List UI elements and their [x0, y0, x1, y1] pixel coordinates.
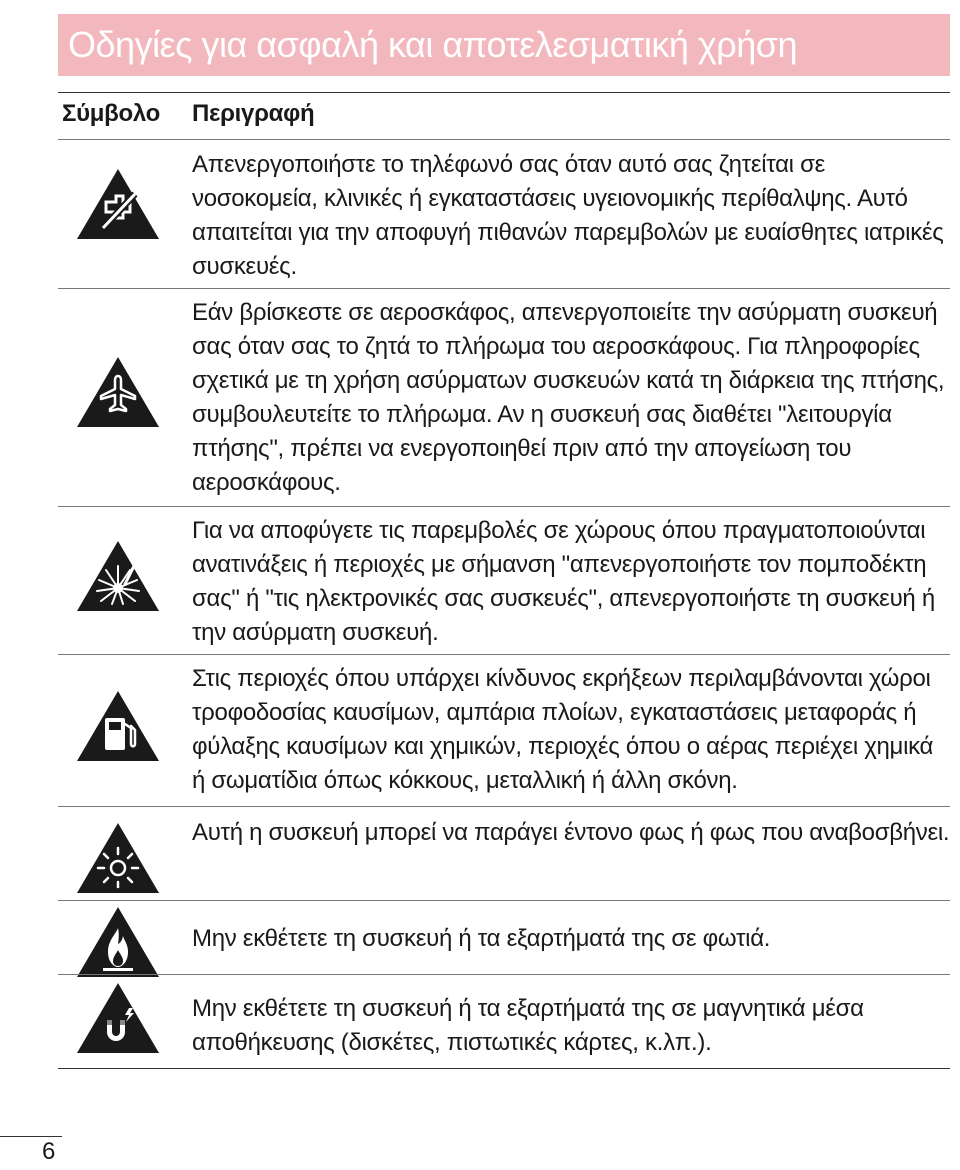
row-divider — [58, 974, 950, 975]
row-divider — [58, 900, 950, 901]
row-description: Απενεργοποιήστε το τηλέφωνό σας όταν αυτό σας ζητείται σε νοσοκομεία, κλινικές ή εγκαταστάσεις υγειονομικής περίθαλψης. Αυτό απαιτείται για την αποφυγή πιθανών παρεμβολών με ευαίσθητες ιατρικές συσκευές. — [192, 151, 944, 280]
title-bar — [58, 14, 950, 76]
page-number: 6 — [42, 1138, 56, 1165]
row-description: Μην εκθέτετε τη συσκευή ή τα εξαρτήματά της σε μαγνητικά μέσα αποθήκευσης (δισκέτες, πιστωτικές κάρτες, κ.λπ.). — [192, 995, 864, 1056]
header-symbol: Σύμβολο — [62, 100, 160, 127]
row-divider — [58, 506, 950, 507]
blasting-area-icon — [75, 538, 161, 614]
row-divider — [58, 288, 950, 289]
page-title: Οδηγίες για ασφαλή και αποτελεσματική χρήση — [68, 24, 797, 65]
table-top-rule — [58, 92, 950, 93]
row-description: Αυτή η συσκευή μπορεί να παράγει έντονο φως ή φως που αναβοσβήνει. — [192, 819, 950, 846]
magnetic-media-icon — [75, 980, 161, 1056]
row-description: Στις περιοχές όπου υπάρχει κίνδυνος εκρήξεων περιλαμβάνονται χώροι τροφοδοσίας καυσίμων, αμπάρια πλοίων, εγκαταστάσεις μεταφοράς ή φύλαξης καυσίμων και χημικών, περιοχές όπου ο αέρας περιέχει χημικά ή σωματίδια όπως κόκκους, μεταλλική ή άλλη σκόνη. — [192, 665, 934, 794]
row-description: Μην εκθέτετε τη συσκευή ή τα εξαρτήματά της σε φωτιά. — [192, 925, 771, 952]
bright-light-icon — [75, 820, 161, 896]
row-divider — [58, 806, 950, 807]
table-bottom-rule — [58, 1068, 950, 1069]
no-medical-devices-icon — [75, 166, 161, 242]
row-description: Για να αποφύγετε τις παρεμβολές σε χώρους όπου πραγματοποιούνται ανατινάξεις ή περιοχές με σήμανση "απενεργοποιήστε τον πομποδέκτη σας" ή "τις ηλεκτρονικές σας συσκευές", απενεργοποιήστε τη συσκευή ή την ασύρματη συσκευή. — [192, 517, 935, 646]
row-description: Εάν βρίσκεστε σε αεροσκάφος, απενεργοποιείτε την ασύρματη συσκευή σας όταν σας το ζητά το πλήρωμα του αεροσκάφους. Για πληροφορίες σχετικά με τη χρήση ασύρματων συσκευών κατά τη διάρκεια της πτήσης, συμβουλευτείτε το πλήρωμα. Αν η συσκευή σας διαθέτει "λειτουργία πτήσης", πρέπει να ενεργοποιηθεί πριν από την απογείωση του αεροσκάφους. — [192, 299, 945, 496]
fire-icon — [75, 904, 161, 980]
airplane-icon — [75, 354, 161, 430]
fuel-pump-icon — [75, 688, 161, 764]
header-description: Περιγραφή — [192, 100, 315, 127]
row-divider — [58, 654, 950, 655]
page-number-rule — [0, 1136, 62, 1137]
header-rule — [58, 139, 950, 140]
